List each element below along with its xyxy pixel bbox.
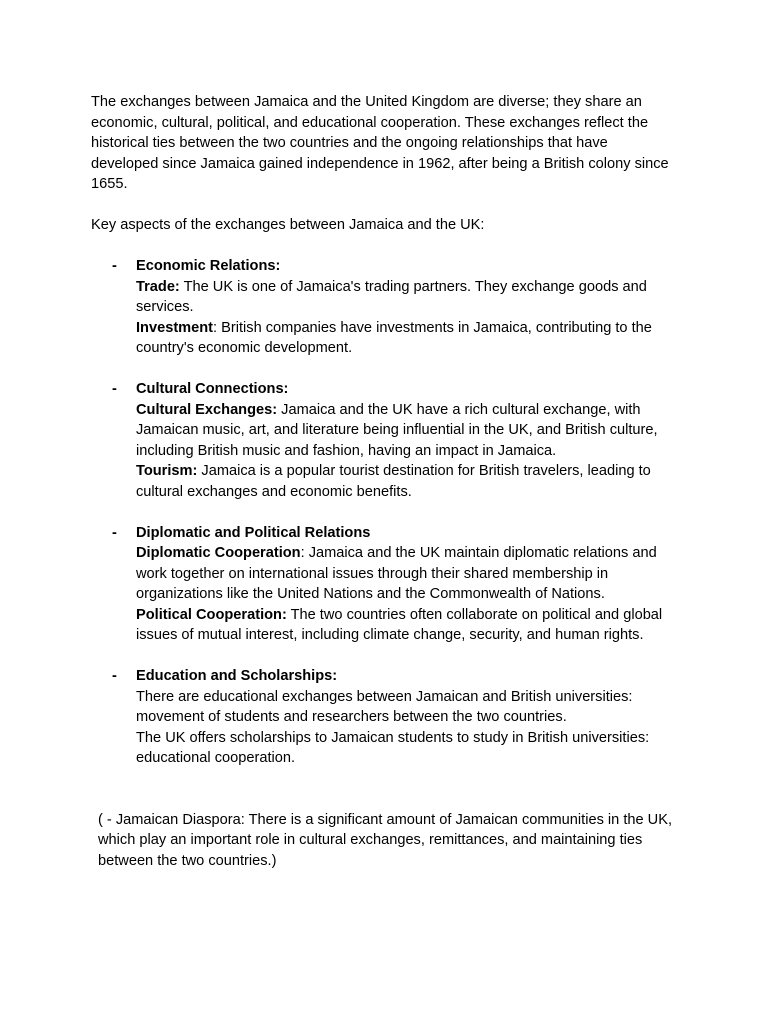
section-heading: Diplomatic and Political Relations [136, 524, 371, 541]
section-item [136, 277, 691, 318]
item-text: : Jamaica and the UK maintain diplomatic relations and work together on international issues through their shared membership in organizations like the United Nations and the Commonwealth of Nations. [136, 545, 657, 602]
item-term: Tourism: [136, 463, 198, 479]
item-text: Jamaica is a popular tourist destination for British travelers, leading to cultural exchanges and economic benefits. [136, 463, 651, 500]
item-term: Cultural Exchanges: [136, 401, 278, 418]
section-item [136, 605, 691, 646]
item-term: Investment [136, 319, 214, 336]
spacer [91, 236, 691, 257]
item-term: Diplomatic Cooperation [136, 545, 301, 561]
item-text: The UK is one of Jamaica's trading partners. They exchange goods and services. [136, 278, 647, 315]
section-heading: Cultural Connections: [136, 381, 289, 397]
item-text: : British companies have investments in Jamaica, contributing to the country's economic development. [136, 319, 652, 356]
section-line: The UK offers scholarships to Jamaican students to study in British universities: educational cooperation. [136, 729, 650, 766]
diaspora-note: ( - Jamaican Diaspora: There is a significant amount of Jamaican communities in the UK, which play an important role in cultural exchanges, remittances, and maintaining ties between the two countries.) [98, 811, 673, 869]
section-item [136, 400, 691, 462]
bullet-dash: - [112, 258, 117, 274]
bullet-dash: - [112, 524, 117, 541]
section-diplomatic-political [91, 523, 691, 646]
section-economic-relations [91, 256, 691, 359]
document-page [91, 92, 691, 871]
intro-paragraph: The exchanges between Jamaica and the United Kingdom are diverse; they share an economic, cultural, political, and educational cooperation. These exchanges reflect the historical ties between the two countries and the ongoing relationships that have developed since Jamaica gained independence in 1962, after being a British colony since 1655. [91, 94, 669, 192]
section-heading: Education and Scholarships: [136, 668, 338, 684]
section-line: There are educational exchanges between Jamaican and British universities: movement of students and researchers between the two countries. [136, 688, 633, 725]
section-item [136, 318, 691, 359]
spacer [91, 789, 691, 810]
key-aspects-heading: Key aspects of the exchanges between Jamaica and the UK: [91, 217, 485, 233]
item-text: The two countries often collaborate on political and global issues of mutual interest, including climate change, security, and human rights. [136, 606, 663, 643]
section-item [136, 543, 691, 605]
section-education-scholarships [91, 666, 691, 769]
spacer [91, 502, 691, 523]
bullet-dash: - [112, 381, 117, 397]
item-text: Jamaica and the UK have a rich cultural exchange, with Jamaican music, art, and literature being influential in the UK, and British culture, including British music and fashion, having an impact in Jamaica. [136, 401, 658, 459]
section-heading: Economic Relations: [136, 258, 281, 274]
spacer [91, 359, 691, 380]
item-term: Trade: [136, 278, 180, 295]
spacer [91, 769, 691, 790]
item-term: Political Cooperation: [136, 606, 287, 623]
section-item [136, 461, 691, 502]
bullet-dash: - [112, 668, 117, 684]
spacer [91, 195, 691, 216]
spacer [91, 646, 691, 667]
section-cultural-connections [91, 379, 691, 502]
